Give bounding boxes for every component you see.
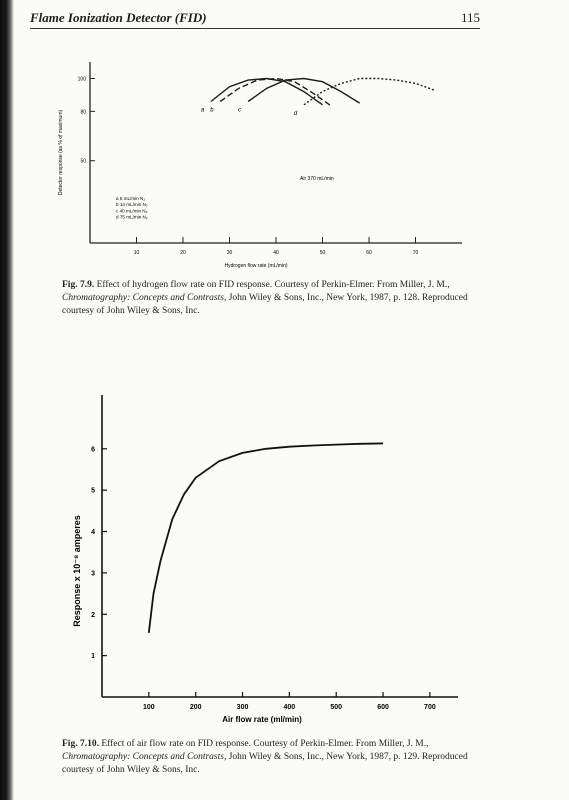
legend-entry: d 75 mL/min N₂ xyxy=(116,214,148,220)
page-number: 115 xyxy=(460,10,480,25)
series-a-line xyxy=(211,79,323,105)
y-tick-label: 4 xyxy=(91,529,95,537)
air-annotation: Air 370 mL/min xyxy=(300,176,334,182)
figure-7-10-caption-source: John Wiley & Sons, Inc., New York, 1987, p. 129. Reproduced courtesy of John Wiley & Sons, Inc. xyxy=(62,752,468,775)
x-tick-label: 400 xyxy=(283,704,296,711)
x-axis-title: Hydrogen flow rate (mL/min) xyxy=(224,263,288,269)
figure-7-9-caption xyxy=(62,279,482,318)
series-b-label: b xyxy=(210,107,214,114)
legend-entry: a 5 mL/min N₂ xyxy=(116,196,146,201)
y-tick-label: 1 xyxy=(91,653,95,661)
series-d-label: d xyxy=(293,110,298,117)
y-tick-label: 3 xyxy=(91,570,95,578)
x-tick-label: 700 xyxy=(424,704,436,711)
figure-7-9-caption-text: Effect of hydrogen flow rate on FID response. Courtesy of Perkin-Elmer. From Miller, J. M., xyxy=(96,280,450,290)
y-tick-label: 6 xyxy=(91,446,95,454)
x-tick-label: 40 xyxy=(273,250,279,256)
response-curve xyxy=(149,443,383,633)
y-tick-label: 2 xyxy=(91,611,95,619)
figure-7-10-book-title: Chromatography: Concepts and Contrasts, xyxy=(62,752,227,762)
x-tick-label: 100 xyxy=(142,704,155,711)
figure-7-9-caption-source: John Wiley & Sons, Inc., New York, 1987, p. 128. Reproduced courtesy of John Wiley & Sons, Inc. xyxy=(62,293,468,316)
x-tick-label: 70 xyxy=(412,250,419,256)
x-tick-label: 50 xyxy=(319,250,326,256)
figure-7-9-label: Fig. 7.9. xyxy=(62,280,95,290)
series-b-line xyxy=(220,79,332,107)
y-tick-label: 80 xyxy=(80,109,86,116)
figure-7-9-chart xyxy=(0,0,569,280)
x-tick-label: 600 xyxy=(377,704,389,711)
running-title: Flame Ionization Detector (FID) xyxy=(30,10,207,25)
x-tick-label: 60 xyxy=(366,250,372,256)
y-axis-title: Detector response (as % of maximum) xyxy=(58,109,64,196)
x-tick-label: 300 xyxy=(236,704,249,711)
y-tick-label: 50 xyxy=(80,158,86,165)
x-tick-label: 20 xyxy=(180,250,186,256)
legend-entry: b 14 mL/min N₂ xyxy=(116,202,148,208)
y-tick-label: 100 xyxy=(77,76,86,83)
figure-7-10-chart xyxy=(0,380,569,730)
x-tick-label: 10 xyxy=(133,250,140,256)
y-axis-title: Response x 10⁻⁸ amperes xyxy=(72,515,82,627)
figure-7-9-book-title: Chromatography: Concepts and Contrasts, xyxy=(62,293,227,303)
y-tick-label: 5 xyxy=(91,487,95,495)
figure-7-10-caption-text: Effect of air flow rate on FID response. Courtesy of Perkin-Elmer. From Miller, J. M., xyxy=(101,739,429,749)
figure-7-10-label: Fig. 7.10. xyxy=(62,739,99,749)
series-c-label: c xyxy=(238,107,242,114)
series-a-label: a xyxy=(200,107,205,114)
x-tick-label: 30 xyxy=(226,250,233,256)
figure-7-10-caption xyxy=(62,738,482,777)
x-axis-title: Air flow rate (ml/min) xyxy=(222,715,302,724)
legend-entry: c 40 mL/min N₂ xyxy=(116,208,148,214)
x-tick-label: 500 xyxy=(330,704,343,711)
x-tick-label: 200 xyxy=(189,704,202,711)
